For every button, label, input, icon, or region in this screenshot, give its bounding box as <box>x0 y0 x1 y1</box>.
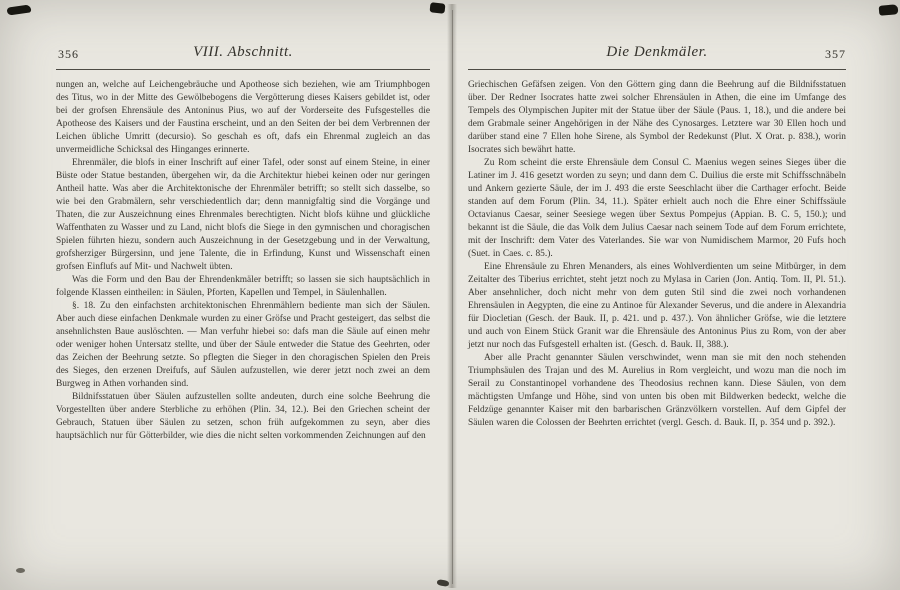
scan-smudge-top-center <box>430 2 446 14</box>
paragraph: Bildnifsstatuen über Säulen aufzustellen sollte andeuten, durch eine solche Beehrung die Vorgestellten über andere Sterbliche zu erhöhen (Plin. 34, 12.). Bei den Griechen scheint der Gebrauch, Statuen über Säulen zu setzen, schon früh aufgekommen zu seyn, aber dies hauptsächlich nur für Götterbilder, wie dies die nicht selten vorkommenden Zeichnungen auf den <box>56 392 430 441</box>
scan-smudge-top-right <box>879 4 899 16</box>
paragraph: Ehrenmäler, die blofs in einer Inschrift auf einer Tafel, oder sonst auf einem Steine, in einer Büste oder Statue bestanden, übergehen wir, da die Architektur hiebei keinen oder nur geringen Antheil hatte. Was aber die Architektonische der Ehrenmäler betrifft; so stellt sich dasselbe, so wie bei den Grabmälern, sehr verschiedentlich dar; denn mannigfaltig sind die Vorgänge und Thaten, die zur Auszeichnung eines Ehrenmales berechtigten. Nicht blofs kühne und glückliche Waffenthaten zu Wasser und zu Land, nicht blofs die Siege in den gymnischen und choragischen Spielen führten hiezu, sondern auch Auszeichnung in der Gesetzgebung und in der Verwaltung, grofsherziger Bürgersinn, und jene Talente, die in Erfindung, Kunst und Wissenschaft einen grofsen Einflufs auf Mit- und Nachwelt übten. <box>56 158 430 272</box>
page-header-right <box>468 44 846 65</box>
header-rule-left <box>56 69 430 70</box>
paragraph: Was die Form und den Bau der Ehrendenkmäler betrifft; so lassen sie sich hauptsächlich in folgende Klassen eintheilen: in Säulen, Pforten, Kapellen und Tempel, in Säulenhallen. <box>56 275 430 298</box>
page-body-left <box>56 79 430 443</box>
running-head-right: Die Denkmäler. <box>606 44 708 60</box>
header-rule-right <box>468 69 846 70</box>
scan-smudge-bottom-left <box>16 568 25 573</box>
paragraph: nungen an, welche auf Leichengebräuche und Apotheose sich beziehen, wie am Triumphbogen des Titus, wo in der Mitte des Gewölbebogens die Vergötterung dieses Kaisers gebildet ist, oder bei der grofsen Ehrensäule des Antoninus Pius, wo auf der Vorderseite des Fufsgestelles die Apotheose des Kaisers und der Faustina erscheint, und an den Seiten der bei dem Verbrennen der Leichen übliche Umritt (decursio). So geschah es oft, dafs ein Ehrenmal zugleich an das unvermeidliche Schicksal des Hinganges erinnerte. <box>56 80 430 155</box>
page-number-left: 356 <box>58 47 79 61</box>
paragraph: Griechischen Gefäfsen zeigen. Von den Göttern ging dann die Beehrung auf die Bildnifsstatuen über. Der Redner Isocrates hatte zwei solcher Ehrensäulen in Athen, die eine im Umfange des Tempels des Olympischen Jupiter mit der Statue über der Säule (Paus. 1, 18.), und die andere bei dem Grabmale seiner Angehörigen in der Nähe des Cynosarges. Letztere war 30 Ellen hoch und darüber stand eine 7 Ellen hohe Sirene, als Symbol der Redekunst (Plut. X Orat. p. 838.), worin Isocrates sich bewährt hatte. <box>468 80 846 155</box>
page-header-left <box>56 44 430 65</box>
paragraph: §. 18. Zu den einfachsten architektonischen Ehrenmählern bediente man sich der Säulen. Aber auch diese einfachen Denkmale wurden zu einer Gröfse und Pracht gesteigert, das selbst die ansehnlichsten Baue auslöschten. — Man verfuhr hiebei so: dafs man die Säule auf einen mehr oder weniger hohen Untersatz stellte, und über der Säule entweder die Statue des Geehrten, oder das Zeichen der Beehrung setzte. So pflegten die Sieger in den choragischen Spielen den Preis des Sieges, den erzenen Dreifufs, auf Säulen aufzustellen, wie derer jetzt noch zwei an dem Burgweg in Athen vorhanden sind. <box>56 301 430 389</box>
paragraph: Aber alle Pracht genannter Säulen verschwindet, wenn man sie mit den noch stehenden Triumphsäulen des Trajan und des M. Aurelius in Rom vergleicht, und wozu man die noch im Serail zu Constantinopel vorhandene des Theodosius rechnen kann. Diese Säulen, von dem mächtigsten Umfange und Höhe, sind von unten bis oben mit Bildwerken bedeckt, welche die Feldzüge genannter Kaiser mit den barbarischen Gränzvölkern vorstellen. Auf dem Gipfel der Säulen waren die Colossen der Beehrten errichtet (vergl. Gesch. d. Bauk. II, p. 354 und p. 392.). <box>468 353 846 428</box>
page-left <box>56 44 430 443</box>
page-number-right: 357 <box>825 47 846 61</box>
paragraph: Eine Ehrensäule zu Ehren Menanders, als eines Wohlverdienten um seine Mitbürger, in dem Zeitalter des Tiberius errichtet, steht jetzt noch zu Mylasa in Carien (Jon. Antiq. Tom. II, Pl. 51.). Aber ansehnlicher, doch nicht mehr von dem guten Stil sind die zwei noch vorhandenen Ehrensäulen in Aegypten, die eine zu Antinoe für Alexander Severus, und die andere in Alexandria für Diocletian (Gesch. der Bauk. II, p. 421. und p. 437.). Von ähnlicher Gröfse, wie die letztere und auch von Einem Stück Granit war die Ehrensäule des Antoninus Pius zu Rom, von der aber jetzt nur noch das Fufsgestell erhalten ist. (Gesch. d. Bauk. II, 388.). <box>468 262 846 350</box>
scan-smudge-top-left <box>7 4 32 15</box>
running-head-left: VIII. Abschnitt. <box>193 44 293 60</box>
page-right <box>468 44 846 430</box>
paragraph: Zu Rom scheint die erste Ehrensäule dem Consul C. Maenius wegen seines Sieges über die Latiner im J. 416 gesetzt worden zu seyn; und dann dem C. Duilius die erste mit Schiffsschnäbeln und Ankern gezierte Säule, der im J. 493 die erste Seeschlacht über die Carthager erfocht. Beide standen auf dem Forum (Plin. 34, 11.). Später erhielt auch noch die Ehre einer Schiffssäule Octavianus Caesar, seiner Seesiege wegen über Sextus Pompejus (Appian. B. C. 5, 150.); und bekannt ist die Säule, die das Volk dem Julius Caesar nach seinem Tode auf dem Forum errichtete, mit der Inschrift: dem Vater des Vaterlandes. Sie war von Numidischem Marmor, 20 Fufs hoch (Suet. in Caes. c. 85.). <box>468 158 846 259</box>
book-gutter-line <box>452 10 453 584</box>
page-body-right <box>468 79 846 430</box>
